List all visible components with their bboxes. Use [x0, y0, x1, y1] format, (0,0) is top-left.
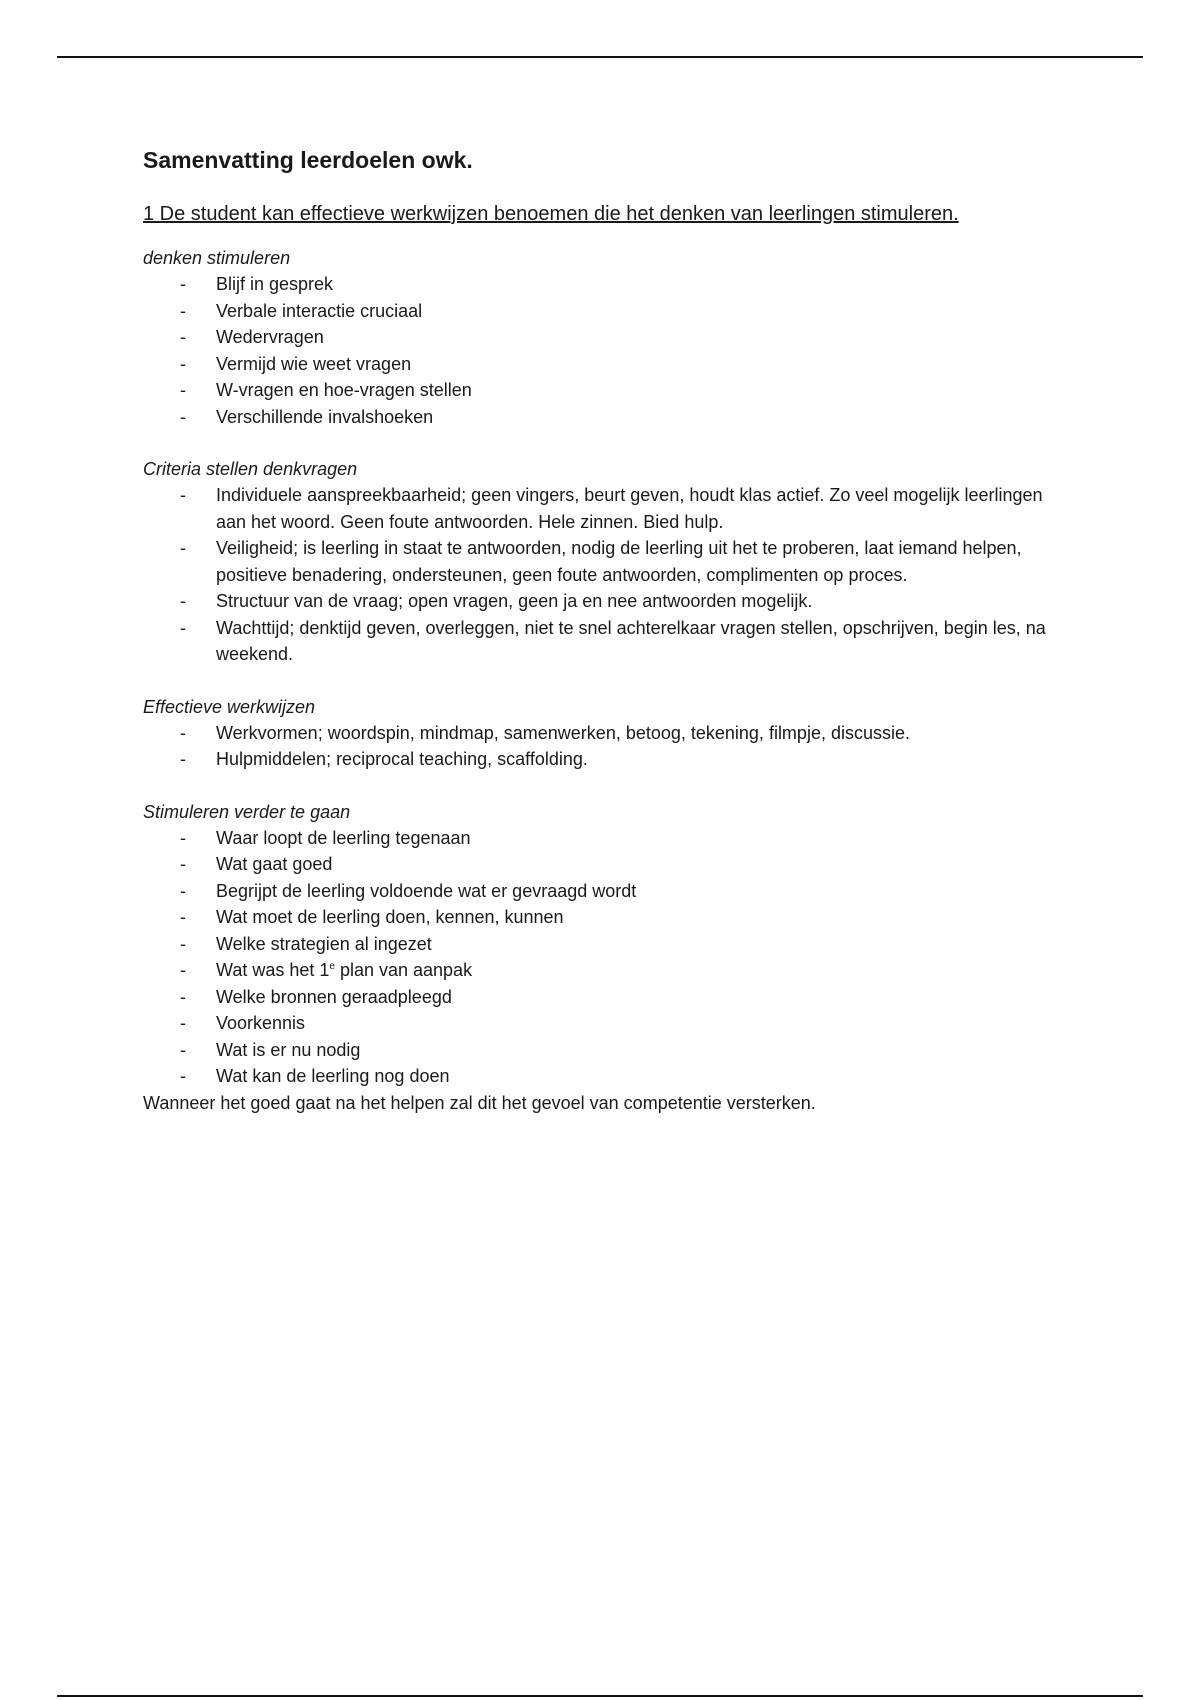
list-item-text: W-vragen en hoe-vragen stellen — [216, 380, 472, 400]
list-item-text: Wat gaat goed — [216, 854, 333, 874]
bullet-dash: - — [180, 933, 186, 954]
ordinal-superscript: e — [329, 961, 335, 972]
list-item-text: Wachttijd; denktijd geven, overleggen, niet te snel achterelkaar vragen stellen, opschrijven, begin les, na weekend. — [216, 617, 1046, 664]
list-item-text: Verbale interactie cruciaal — [216, 300, 423, 321]
list-item — [143, 931, 1073, 958]
list-item — [143, 904, 1073, 931]
list-item-text: Individuele aanspreekbaarheid; geen vingers, beurt geven, houdt klas actief. Zo veel mogelijk leerlingen aan het woord. Geen foute antwoorden. Hele zinnen. Bied hulp. — [216, 485, 1043, 532]
list-item-text: Hulpmiddelen; reciprocal teaching, scaffolding. — [216, 749, 588, 769]
list-item-text: Blijf in gesprek — [216, 274, 334, 294]
list-item-text: Wat is er nu nodig — [216, 1039, 361, 1060]
bullet-dash: - — [180, 1066, 186, 1086]
bullet-list — [143, 825, 1073, 1090]
bullet-dash: - — [180, 960, 186, 980]
bullet-dash: - — [180, 749, 186, 769]
list-item-text: Welke bronnen geraadpleegd — [216, 986, 452, 1007]
bullet-dash: - — [180, 274, 186, 294]
list-item — [143, 1037, 1073, 1064]
list-item-text: Begrijpt de leerling voldoende wat er gevraagd wordt — [216, 880, 637, 901]
list-item — [143, 720, 1073, 747]
bullet-dash: - — [180, 485, 186, 505]
section-heading: denken stimuleren — [143, 248, 291, 268]
list-item — [143, 377, 1073, 404]
list-item — [143, 615, 1073, 668]
list-item — [143, 482, 1073, 535]
list-item-text: Werkvormen; woordspin, mindmap, samenwerken, betoog, tekening, filmpje, discussie. — [216, 722, 910, 743]
bullet-dash: - — [180, 986, 186, 1007]
bullet-dash: - — [180, 722, 186, 743]
list-item — [143, 957, 1073, 984]
bullet-dash: - — [180, 591, 186, 611]
section-heading: Criteria stellen denkvragen — [143, 459, 358, 479]
section — [143, 245, 1073, 430]
list-item-text: Waar loopt de leerling tegenaan — [216, 827, 471, 848]
list-item-text: Vermijd wie weet vragen — [216, 353, 412, 374]
bullet-list — [143, 720, 1073, 773]
list-item — [143, 984, 1073, 1011]
list-item — [143, 298, 1073, 325]
footer-rule — [57, 1695, 1143, 1697]
bullet-dash: - — [180, 327, 186, 347]
list-item — [143, 746, 1073, 773]
bullet-dash: - — [180, 300, 186, 321]
list-item — [143, 1063, 1073, 1090]
learning-objective: 1 De student kan effectieve werkwijzen benoemen die het denken van leerlingen stimuleren. — [143, 203, 959, 225]
list-item-text: Veiligheid; is leerling in staat te antwoorden, nodig de leerling uit het te proberen, laat iemand helpen, positieve benadering, ondersteunen, geen foute antwoorden, complimenten op proces. — [216, 538, 1022, 585]
list-item — [143, 271, 1073, 298]
bullet-list — [143, 482, 1073, 668]
bullet-dash: - — [180, 1013, 186, 1033]
list-item-text: Wat kan de leerling nog doen — [216, 1066, 450, 1086]
bullet-dash: - — [180, 406, 186, 427]
list-item — [143, 878, 1073, 905]
list-item — [143, 588, 1073, 615]
bullet-dash: - — [180, 880, 186, 901]
bullet-dash: - — [180, 353, 186, 374]
list-item-text: Voorkennis — [216, 1013, 306, 1033]
bullet-dash: - — [180, 1039, 186, 1060]
bullet-list — [143, 271, 1073, 430]
list-item-text: Wedervragen — [216, 327, 324, 347]
list-item — [143, 851, 1073, 878]
closing-paragraph: Wanneer het goed gaat na het helpen zal dit het gevoel van competentie versterken. — [143, 1092, 816, 1113]
bullet-dash: - — [180, 907, 186, 927]
list-item — [143, 1010, 1073, 1037]
bullet-dash: - — [180, 380, 186, 400]
document-body — [143, 145, 1073, 1116]
bullet-dash: - — [180, 827, 186, 848]
section-heading: Effectieve werkwijzen — [143, 696, 316, 717]
section — [143, 694, 1073, 773]
list-item — [143, 324, 1073, 351]
list-item — [143, 535, 1073, 588]
list-item-text: Structuur van de vraag; open vragen, geen ja en nee antwoorden mogelijk. — [216, 591, 813, 611]
list-item-text: Wat was het 1e plan van aanpak — [216, 960, 473, 980]
section-heading: Stimuleren verder te gaan — [143, 801, 351, 822]
list-item-text: Verschillende invalshoeken — [216, 406, 434, 427]
section — [143, 799, 1073, 1090]
bullet-dash: - — [180, 538, 186, 558]
bullet-dash: - — [180, 854, 186, 874]
bullet-dash: - — [180, 617, 186, 638]
document-title: Samenvatting leerdoelen owk. — [143, 147, 473, 173]
sections-container — [143, 245, 1073, 1090]
header-rule — [57, 56, 1143, 58]
list-item — [143, 825, 1073, 852]
section — [143, 456, 1073, 668]
list-item — [143, 404, 1073, 431]
list-item — [143, 351, 1073, 378]
list-item-text: Wat moet de leerling doen, kennen, kunnen — [216, 907, 564, 927]
list-item-text: Welke strategien al ingezet — [216, 933, 432, 954]
